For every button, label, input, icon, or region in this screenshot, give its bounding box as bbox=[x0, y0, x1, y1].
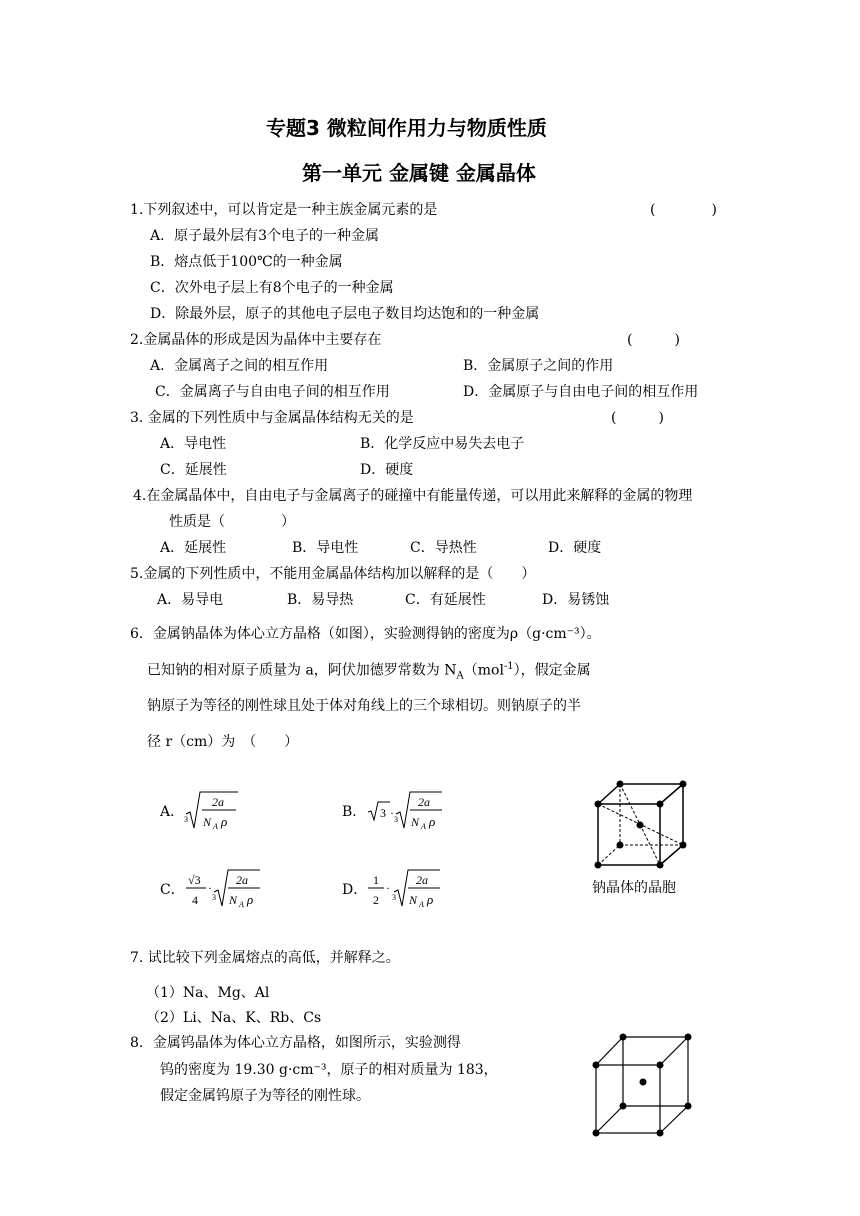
d-dot: · bbox=[386, 881, 390, 895]
q5-option-d: D．易锈蚀 bbox=[542, 592, 610, 608]
d-numerator: 1 bbox=[373, 873, 379, 887]
q6-line2-end: ），假定金属 bbox=[513, 662, 591, 679]
root-index: 3 bbox=[394, 815, 398, 824]
frac-numerator: 2a bbox=[416, 873, 428, 887]
frac-numerator: 2a bbox=[212, 795, 224, 809]
q6-option-b-formula bbox=[366, 788, 446, 836]
q3-stem: 3. 金属的下列性质中与金属晶体结构无关的是 bbox=[130, 410, 414, 426]
frac-den-n: N bbox=[411, 815, 420, 829]
q5-stem: 5.金属的下列性质中，不能用金属晶体结构加以解释的是（ ） bbox=[130, 566, 536, 582]
q8-line2: 钨的密度为 19.30 g·cm⁻³，原子的相对质量为 183， bbox=[160, 1062, 498, 1078]
q7-part2: （2）Li、Na、K、Rb、Cs bbox=[146, 1010, 322, 1026]
q6-line2-text: 已知钠的相对原子质量为 a，阿伏加德罗常数为 N bbox=[147, 662, 457, 679]
q3-option-a: A．导电性 bbox=[160, 436, 227, 452]
c-numerator: √3 bbox=[188, 873, 201, 887]
frac-numerator: 2a bbox=[236, 873, 248, 887]
sodium-figure-caption: 钠晶体的晶胞 bbox=[592, 880, 676, 896]
q2-bracket: ( ) bbox=[627, 332, 680, 348]
section-subtitle: 第一单元 金属键 金属晶体 bbox=[302, 161, 536, 185]
q6-line1: 6．金属钠晶体为体心立方晶格（如图），实验测得钠的密度为ρ（g·cm⁻³）。 bbox=[130, 626, 601, 642]
page-title: 专题3 微粒间作用力与物质性质 bbox=[266, 116, 547, 140]
frac-den-a: A bbox=[213, 822, 218, 831]
frac-den-rho: ρ bbox=[427, 892, 434, 907]
q6-option-c-label: C． bbox=[160, 882, 185, 898]
q8-line1: 8．金属钨晶体为体心立方晶格，如图所示，实验测得 bbox=[130, 1035, 461, 1051]
frac-den-rho: ρ bbox=[221, 814, 228, 829]
q1-stem: 1.下列叙述中，可以肯定是一种主族金属元素的是 bbox=[130, 202, 438, 218]
q3-option-b: B．化学反应中易失去电子 bbox=[360, 436, 525, 452]
root-index: 3 bbox=[212, 893, 216, 902]
q8-line3: 假定金属钨原子为等径的刚性球。 bbox=[160, 1088, 370, 1104]
q6-line2-mol: （mol bbox=[463, 662, 504, 679]
q3-bracket: ( ) bbox=[611, 410, 664, 426]
c-dot: · bbox=[208, 881, 212, 895]
q5-option-a: A．易导电 bbox=[157, 592, 224, 608]
b-dot: · bbox=[390, 806, 394, 820]
q2-option-b: B．金属原子之间的作用 bbox=[463, 358, 614, 374]
frac-den-n: N bbox=[203, 815, 212, 829]
frac-den-a: A bbox=[419, 900, 424, 909]
q6-option-a-formula bbox=[182, 788, 242, 836]
q6-option-a-label: A． bbox=[160, 804, 185, 820]
root-index: 3 bbox=[392, 893, 396, 902]
frac-den-n: N bbox=[409, 893, 418, 907]
q3-option-c: C．延展性 bbox=[160, 462, 227, 478]
frac-den-a: A bbox=[239, 900, 244, 909]
frac-den-rho: ρ bbox=[247, 892, 254, 907]
q5-option-b: B．易导热 bbox=[287, 592, 354, 608]
q4-stem: 4.在金属晶体中，自由电子与金属离子的碰撞中有能量传递，可以用此来解释的金属的物理 bbox=[133, 488, 693, 504]
q1-option-c: C．次外电子层上有8个电子的一种金属 bbox=[150, 280, 394, 296]
q3-option-d: D．硬度 bbox=[360, 462, 414, 478]
q4-stem-cont: 性质是（ ） bbox=[169, 514, 295, 530]
frac-den-rho: ρ bbox=[429, 814, 436, 829]
q6-option-c-formula bbox=[184, 866, 264, 914]
q6-line4: 径 r（cm）为 （ ） bbox=[147, 734, 299, 750]
q4-option-d: D．硬度 bbox=[548, 540, 602, 556]
frac-den-a: A bbox=[421, 822, 426, 831]
q6-option-d-label: D． bbox=[342, 882, 368, 898]
q1-option-a: A．原子最外层有3个电子的一种金属 bbox=[150, 228, 380, 244]
q2-option-a: A．金属离子之间的相互作用 bbox=[150, 358, 329, 374]
q6-option-d-formula bbox=[366, 866, 446, 914]
q6-line2-sub: A bbox=[456, 670, 464, 682]
q1-option-b: B．熔点低于100℃的一种金属 bbox=[150, 254, 343, 270]
q2-option-d: D．金属原子与自由电子间的相互作用 bbox=[463, 384, 699, 400]
q7-part1: （1）Na、Mg、Al bbox=[146, 985, 270, 1001]
d-denominator: 2 bbox=[373, 893, 379, 907]
q6-line2 bbox=[147, 662, 591, 681]
root-index: 3 bbox=[184, 815, 188, 824]
q4-option-b: B．导电性 bbox=[292, 540, 359, 556]
tungsten-unit-cell-figure bbox=[588, 1030, 698, 1140]
q7-stem: 7. 试比较下列金属熔点的高低，并解释之。 bbox=[130, 950, 400, 966]
frac-numerator: 2a bbox=[418, 795, 430, 809]
sodium-unit-cell-figure bbox=[590, 778, 700, 873]
q6-option-b-label: B． bbox=[342, 804, 367, 820]
q4-option-c: C．导热性 bbox=[410, 540, 477, 556]
q1-bracket: ( ) bbox=[650, 202, 717, 218]
q1-option-d: D．除最外层，原子的其他电子层电子数目均达饱和的一种金属 bbox=[150, 306, 540, 322]
q6-line2-sup: -1 bbox=[503, 661, 514, 672]
q5-option-c: C．有延展性 bbox=[405, 592, 486, 608]
q2-stem: 2.金属晶体的形成是因为晶体中主要存在 bbox=[130, 332, 382, 348]
c-denominator: 4 bbox=[192, 893, 198, 907]
q6-line3: 钠原子为等径的刚性球且处于体对角线上的三个球相切。则钠原子的半 bbox=[147, 698, 581, 714]
q2-option-c: C．金属离子与自由电子间的相互作用 bbox=[155, 384, 390, 400]
sqrt3: 3 bbox=[380, 806, 386, 820]
q4-option-a: A．延展性 bbox=[160, 540, 227, 556]
frac-den-n: N bbox=[229, 893, 238, 907]
